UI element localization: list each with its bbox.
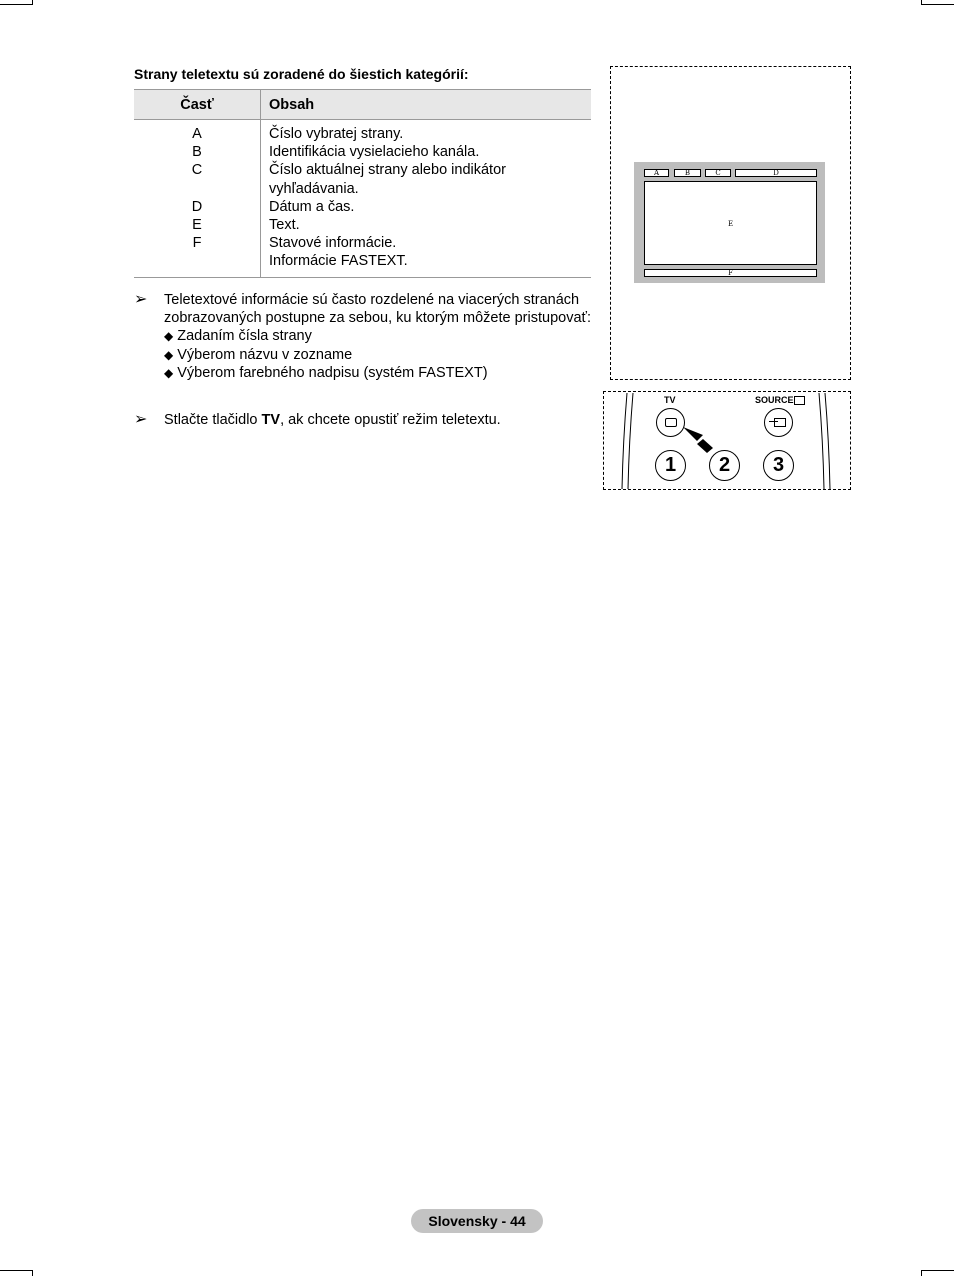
page-number-badge: Slovensky - 44 bbox=[411, 1209, 543, 1233]
diamond-bullet-icon: ◆ bbox=[164, 329, 174, 344]
tv-icon bbox=[665, 418, 677, 427]
source-icon-arrow bbox=[769, 421, 778, 422]
teletext-category-table bbox=[134, 89, 591, 278]
part-letter: B bbox=[192, 144, 202, 161]
diamond-bullet-icon: ◆ bbox=[164, 365, 174, 380]
tv-label: TV bbox=[664, 395, 676, 405]
section-heading: Strany teletextu sú zoradené do šiestich kategórií: bbox=[134, 66, 469, 82]
content-line: Identifikácia vysielacieho kanála. bbox=[269, 144, 480, 161]
crop-mark bbox=[32, 1270, 33, 1276]
content-line: Číslo aktuálnej strany alebo indikátor bbox=[269, 162, 506, 179]
list-item bbox=[164, 327, 604, 345]
crop-mark bbox=[0, 1270, 32, 1271]
screen-area-b: B bbox=[674, 169, 701, 177]
source-label-icon bbox=[794, 396, 805, 405]
part-letter: E bbox=[192, 217, 202, 234]
crop-mark bbox=[32, 0, 33, 5]
note-arrow-icon: ➢ bbox=[134, 291, 148, 308]
crop-mark bbox=[922, 4, 954, 5]
tv-screen bbox=[634, 162, 825, 283]
part-letter: A bbox=[192, 126, 202, 142]
screen-area-d: D bbox=[735, 169, 817, 177]
part-letter: C bbox=[191, 162, 203, 179]
bullet-text: Výberom názvu v zozname bbox=[177, 346, 353, 363]
note-bold-text: TV bbox=[261, 412, 281, 428]
digit-3-button[interactable]: 3 bbox=[763, 450, 794, 481]
crop-mark bbox=[922, 1270, 954, 1271]
part-letter: D bbox=[191, 198, 203, 215]
diamond-bullet-icon: ◆ bbox=[164, 347, 174, 362]
part-contents bbox=[261, 120, 592, 278]
note-teletext-pages bbox=[134, 291, 604, 382]
digit-2-button[interactable]: 2 bbox=[709, 450, 740, 481]
content-line: Text. bbox=[269, 217, 300, 234]
crop-mark bbox=[921, 1270, 922, 1276]
content-line: Stavové informácie. bbox=[269, 235, 397, 252]
part-letter: F bbox=[192, 235, 202, 252]
crop-mark bbox=[921, 0, 922, 5]
digit-1-button[interactable]: 1 bbox=[655, 450, 686, 481]
part-letter bbox=[134, 252, 260, 270]
col-header-content: Obsah bbox=[261, 90, 592, 120]
part-letters bbox=[134, 120, 261, 278]
content-line: Číslo vybratej strany. bbox=[269, 126, 404, 142]
screen-area-c: C bbox=[705, 169, 731, 177]
col-header-part: Časť bbox=[134, 90, 261, 120]
note-text: Stlačte tlačidlo bbox=[164, 412, 262, 428]
tv-button[interactable] bbox=[656, 408, 685, 437]
list-item bbox=[164, 346, 604, 364]
source-icon bbox=[774, 418, 786, 427]
list-item bbox=[164, 364, 604, 382]
note-text: Teletextové informácie sú často rozdelené na viacerých stranách zobrazovaných postupne za sebou, ku ktorým môžete pristupovať: bbox=[164, 292, 591, 327]
bullet-text: Zadaním čísla strany bbox=[177, 328, 312, 345]
screen-area-a: A bbox=[644, 169, 669, 177]
note-exit-teletext bbox=[134, 411, 604, 429]
screen-area-e: E bbox=[644, 181, 817, 265]
source-label: SOURCE bbox=[755, 395, 794, 405]
note-text: , ak chcete opustiť režim teletextu. bbox=[280, 412, 501, 428]
source-button[interactable] bbox=[764, 408, 793, 437]
crop-mark bbox=[0, 4, 32, 5]
note-arrow-icon: ➢ bbox=[134, 411, 148, 428]
table-row bbox=[134, 120, 591, 278]
content-line: vyhľadávania. bbox=[269, 180, 359, 197]
content-line: Informácie FASTEXT. bbox=[269, 253, 408, 270]
part-letter bbox=[134, 180, 260, 198]
screen-area-f: F bbox=[644, 269, 817, 277]
content-line: Dátum a čas. bbox=[269, 198, 355, 215]
bullet-text: Výberom farebného nadpisu (systém FASTEXT) bbox=[177, 364, 488, 381]
